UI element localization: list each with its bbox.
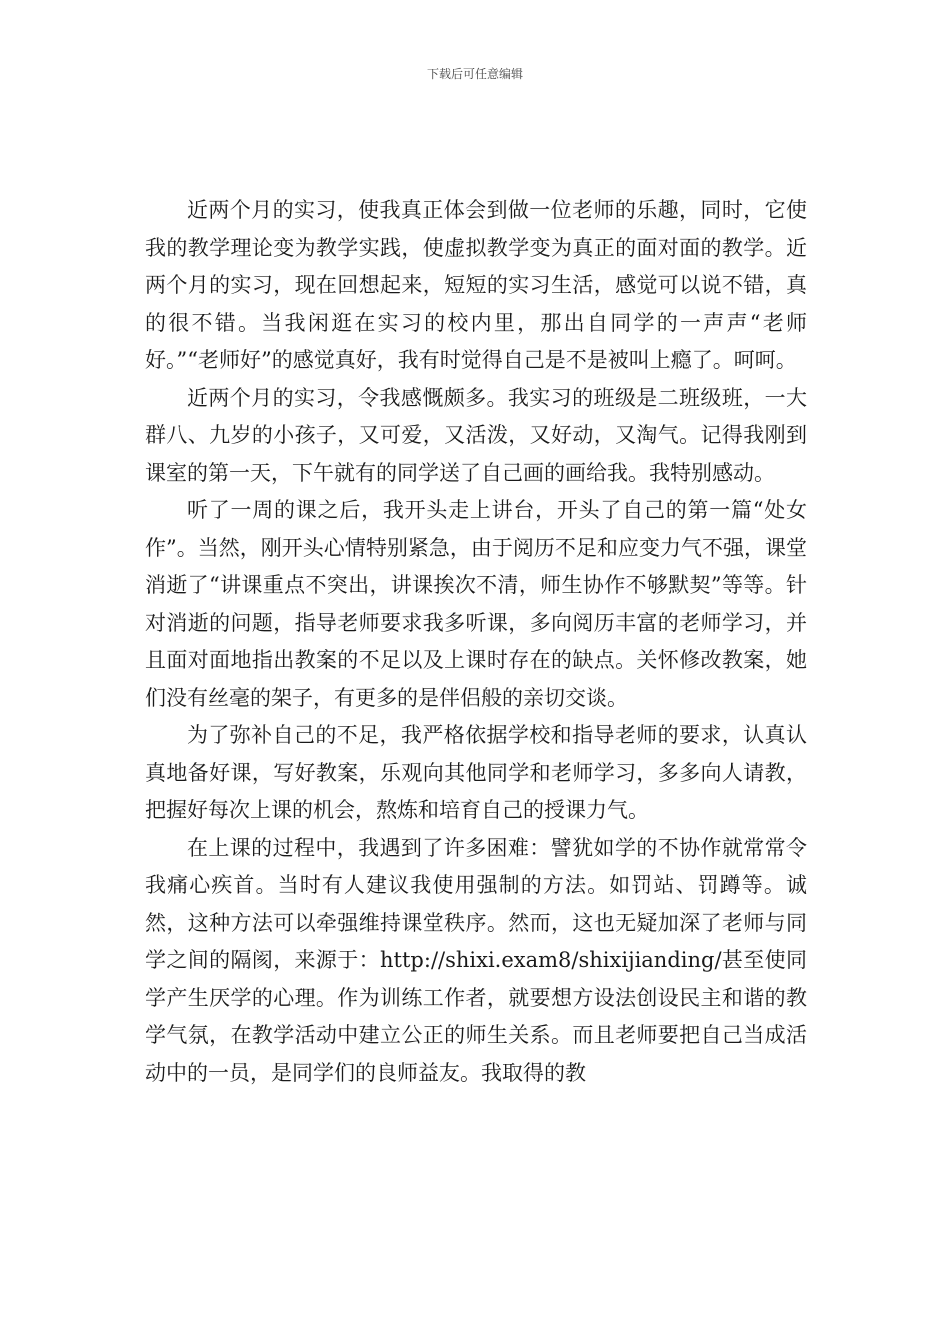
paragraph-3: 听了一周的课之后，我开头走上讲台，开头了自己的第一篇“处女作”。当然，刚开头心情特别紧急，由于阅历不足和应变力气不强，课堂消逝了“讲课重点不突出，讲课挨次不清，师生协作不够默契”等等。针对消逝的问题，指导老师要求我多听课，多向阅历丰富的老师学习，并且面对面地指出教案的不足以及上课时存在的缺点。关怀修改教案，她们没有丝毫的架子，有更多的是伴侣般的亲切交谈。 bbox=[145, 498, 807, 710]
paragraph-2: 近两个月的实习，令我感慨颇多。我实习的班级是二班级班，一大群八、九岁的小孩子，又可爱，又活泼，又好动，又淘气。记得我刚到课室的第一天，下午就有的同学送了自己画的画给我。我特别感动。 bbox=[145, 385, 807, 485]
paragraph-5: 在上课的过程中，我遇到了许多困难：譬犹如学的不协作就常常令我痛心疾首。当时有人建议我使用强制的方法。如罚站、罚蹲等。诚然，这种方法可以牵强维持课堂秩序。然而，这也无疑加深了老师与同学之间的隔阂，来源于：http://shixi.exam8/shixijianding/甚至使同学产生厌学的心理。作为训练工作者，就要想方设法创设民主和谐的教学气氛，在教学活动中建立公正的师生关系。而且老师要把自己当成活动中的一员，是同学们的良师益友。我取得的教 bbox=[145, 835, 807, 1085]
paragraph-4: 为了弥补自己的不足，我严格依据学校和指导老师的要求，认真认真地备好课，写好教案，乐观向其他同学和老师学习，多多向人请教，把握好每次上课的机会，熬炼和培育自己的授课力气。 bbox=[145, 723, 807, 822]
page-header-note: 下载后可任意编辑 bbox=[426, 67, 523, 81]
document-body bbox=[145, 192, 807, 1092]
paragraph-1: 近两个月的实习，使我真正体会到做一位老师的乐趣，同时，它使我的教学理论变为教学实践，使虚拟教学变为真正的面对面的教学。近两个月的实习，现在回想起来，短短的实习生活，感觉可以说不错，真的很不错。当我闲逛在实习的校内里，那出自同学的一声声“老师好。”“老师好”的感觉真好，我有时觉得自己是不是被叫上瘾了。呵呵。 bbox=[145, 198, 807, 372]
